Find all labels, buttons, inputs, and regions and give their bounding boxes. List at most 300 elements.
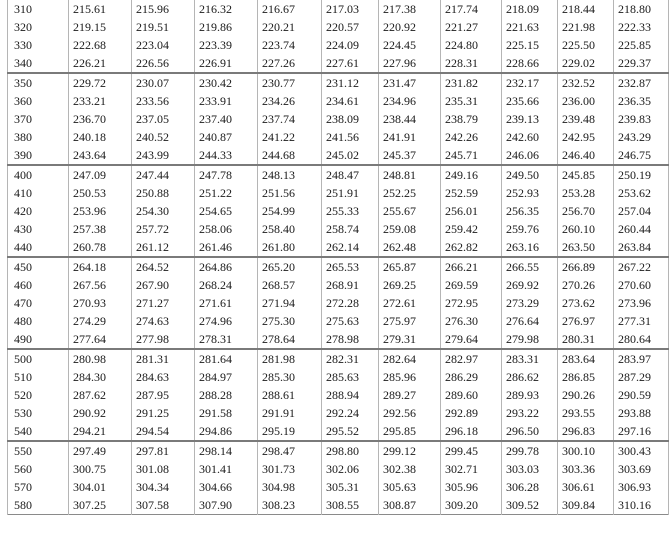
- value-cell: 280.31: [558, 330, 614, 349]
- value-cell: 222.33: [614, 18, 669, 36]
- value-cell: 221.98: [558, 18, 614, 36]
- value-cell: 300.75: [69, 460, 132, 478]
- value-cell: 267.22: [614, 257, 669, 276]
- value-cell: 228.31: [441, 54, 502, 73]
- value-cell: 234.96: [379, 92, 441, 110]
- table-row: [8, 478, 669, 496]
- value-cell: 240.87: [195, 128, 258, 146]
- value-cell: 256.70: [558, 202, 614, 220]
- value-cell: 239.48: [558, 110, 614, 128]
- value-cell: 267.56: [69, 276, 132, 294]
- value-cell: 274.63: [132, 312, 195, 330]
- value-cell: 225.50: [558, 36, 614, 54]
- value-cell: 231.82: [441, 73, 502, 92]
- value-cell: 236.35: [614, 92, 669, 110]
- value-cell: 303.69: [614, 460, 669, 478]
- value-cell: 299.12: [379, 441, 441, 460]
- value-cell: 289.27: [379, 386, 441, 404]
- value-cell: 286.62: [502, 368, 558, 386]
- table-row: [8, 257, 669, 276]
- value-cell: 290.92: [69, 404, 132, 422]
- value-cell: 257.38: [69, 220, 132, 238]
- row-key-cell: 480: [8, 312, 69, 330]
- value-cell: 266.55: [502, 257, 558, 276]
- value-cell: 301.41: [195, 460, 258, 478]
- value-cell: 295.19: [258, 422, 322, 441]
- value-cell: 287.95: [132, 386, 195, 404]
- value-cell: 254.99: [258, 202, 322, 220]
- value-cell: 291.25: [132, 404, 195, 422]
- value-cell: 227.61: [322, 54, 379, 73]
- value-cell: 274.96: [195, 312, 258, 330]
- value-cell: 223.74: [258, 36, 322, 54]
- value-cell: 250.88: [132, 184, 195, 202]
- value-cell: 277.64: [69, 330, 132, 349]
- row-key-cell: 560: [8, 460, 69, 478]
- value-cell: 219.86: [195, 18, 258, 36]
- value-cell: 281.64: [195, 349, 258, 368]
- value-cell: 230.77: [258, 73, 322, 92]
- value-cell: 273.96: [614, 294, 669, 312]
- table-row: [8, 202, 669, 220]
- value-cell: 261.12: [132, 238, 195, 257]
- value-cell: 304.98: [258, 478, 322, 496]
- value-cell: 307.58: [132, 496, 195, 515]
- value-cell: 263.50: [558, 238, 614, 257]
- value-cell: 307.90: [195, 496, 258, 515]
- value-cell: 278.64: [258, 330, 322, 349]
- value-cell: 255.67: [379, 202, 441, 220]
- row-key-cell: 500: [8, 349, 69, 368]
- value-cell: 287.62: [69, 386, 132, 404]
- value-cell: 289.93: [502, 386, 558, 404]
- value-cell: 248.81: [379, 165, 441, 184]
- value-cell: 248.13: [258, 165, 322, 184]
- row-key-cell: 350: [8, 73, 69, 92]
- value-cell: 242.60: [502, 128, 558, 146]
- value-cell: 239.83: [614, 110, 669, 128]
- value-cell: 240.52: [132, 128, 195, 146]
- value-cell: 244.33: [195, 146, 258, 165]
- value-cell: 269.59: [441, 276, 502, 294]
- value-cell: 253.28: [558, 184, 614, 202]
- value-cell: 270.60: [614, 276, 669, 294]
- value-cell: 285.96: [379, 368, 441, 386]
- value-cell: 239.13: [502, 110, 558, 128]
- value-cell: 226.56: [132, 54, 195, 73]
- value-cell: 233.21: [69, 92, 132, 110]
- value-cell: 298.14: [195, 441, 258, 460]
- value-cell: 215.96: [132, 0, 195, 18]
- value-cell: 282.31: [322, 349, 379, 368]
- table-row: [8, 238, 669, 257]
- value-cell: 220.92: [379, 18, 441, 36]
- table-row: [8, 110, 669, 128]
- row-key-cell: 460: [8, 276, 69, 294]
- value-cell: 287.29: [614, 368, 669, 386]
- row-key-cell: 400: [8, 165, 69, 184]
- value-cell: 246.06: [502, 146, 558, 165]
- value-cell: 245.37: [379, 146, 441, 165]
- value-cell: 295.52: [322, 422, 379, 441]
- value-cell: 302.06: [322, 460, 379, 478]
- value-cell: 224.09: [322, 36, 379, 54]
- value-cell: 259.76: [502, 220, 558, 238]
- table-body: [8, 0, 669, 515]
- row-key-cell: 370: [8, 110, 69, 128]
- value-cell: 265.87: [379, 257, 441, 276]
- value-cell: 278.98: [322, 330, 379, 349]
- value-cell: 285.30: [258, 368, 322, 386]
- value-cell: 303.36: [558, 460, 614, 478]
- table-row: [8, 404, 669, 422]
- value-cell: 306.28: [502, 478, 558, 496]
- table-row: [8, 36, 669, 54]
- value-cell: 246.75: [614, 146, 669, 165]
- row-key-cell: 420: [8, 202, 69, 220]
- row-key-cell: 530: [8, 404, 69, 422]
- row-key-cell: 450: [8, 257, 69, 276]
- value-cell: 280.98: [69, 349, 132, 368]
- value-cell: 253.62: [614, 184, 669, 202]
- value-cell: 261.46: [195, 238, 258, 257]
- value-cell: 229.72: [69, 73, 132, 92]
- value-cell: 255.33: [322, 202, 379, 220]
- value-cell: 291.58: [195, 404, 258, 422]
- value-cell: 221.63: [502, 18, 558, 36]
- value-cell: 254.65: [195, 202, 258, 220]
- value-cell: 232.17: [502, 73, 558, 92]
- value-cell: 309.20: [441, 496, 502, 515]
- value-cell: 289.60: [441, 386, 502, 404]
- value-cell: 225.85: [614, 36, 669, 54]
- value-cell: 272.95: [441, 294, 502, 312]
- value-cell: 241.56: [322, 128, 379, 146]
- value-cell: 243.64: [69, 146, 132, 165]
- value-cell: 237.05: [132, 110, 195, 128]
- value-cell: 265.20: [258, 257, 322, 276]
- value-cell: 294.86: [195, 422, 258, 441]
- value-cell: 267.90: [132, 276, 195, 294]
- value-cell: 284.30: [69, 368, 132, 386]
- value-cell: 257.04: [614, 202, 669, 220]
- value-cell: 258.74: [322, 220, 379, 238]
- value-cell: 306.93: [614, 478, 669, 496]
- value-cell: 288.94: [322, 386, 379, 404]
- value-cell: 277.98: [132, 330, 195, 349]
- value-cell: 216.67: [258, 0, 322, 18]
- value-cell: 254.30: [132, 202, 195, 220]
- value-cell: 297.81: [132, 441, 195, 460]
- value-cell: 236.70: [69, 110, 132, 128]
- value-cell: 247.78: [195, 165, 258, 184]
- value-cell: 216.32: [195, 0, 258, 18]
- value-cell: 217.03: [322, 0, 379, 18]
- value-cell: 222.68: [69, 36, 132, 54]
- value-cell: 292.89: [441, 404, 502, 422]
- table-row: [8, 386, 669, 404]
- value-cell: 217.38: [379, 0, 441, 18]
- value-cell: 295.85: [379, 422, 441, 441]
- value-cell: 281.98: [258, 349, 322, 368]
- table-row: [8, 146, 669, 165]
- value-cell: 268.24: [195, 276, 258, 294]
- table-row: [8, 54, 669, 73]
- value-cell: 259.42: [441, 220, 502, 238]
- table-row: [8, 422, 669, 441]
- value-cell: 227.96: [379, 54, 441, 73]
- value-cell: 299.45: [441, 441, 502, 460]
- row-key-cell: 470: [8, 294, 69, 312]
- value-cell: 305.63: [379, 478, 441, 496]
- value-cell: 248.47: [322, 165, 379, 184]
- value-cell: 237.40: [195, 110, 258, 128]
- value-cell: 224.80: [441, 36, 502, 54]
- table-row: [8, 165, 669, 184]
- value-cell: 250.53: [69, 184, 132, 202]
- value-cell: 258.06: [195, 220, 258, 238]
- value-cell: 273.29: [502, 294, 558, 312]
- value-cell: 219.51: [132, 18, 195, 36]
- value-cell: 218.80: [614, 0, 669, 18]
- value-cell: 283.64: [558, 349, 614, 368]
- value-cell: 251.91: [322, 184, 379, 202]
- value-cell: 306.61: [558, 478, 614, 496]
- value-cell: 268.57: [258, 276, 322, 294]
- row-key-cell: 390: [8, 146, 69, 165]
- value-cell: 269.92: [502, 276, 558, 294]
- value-cell: 296.50: [502, 422, 558, 441]
- value-cell: 238.79: [441, 110, 502, 128]
- value-cell: 304.66: [195, 478, 258, 496]
- value-cell: 226.91: [195, 54, 258, 73]
- value-cell: 259.08: [379, 220, 441, 238]
- value-cell: 280.64: [614, 330, 669, 349]
- value-cell: 218.09: [502, 0, 558, 18]
- value-cell: 279.64: [441, 330, 502, 349]
- value-cell: 240.18: [69, 128, 132, 146]
- value-cell: 247.44: [132, 165, 195, 184]
- value-cell: 238.44: [379, 110, 441, 128]
- value-cell: 215.61: [69, 0, 132, 18]
- value-cell: 261.80: [258, 238, 322, 257]
- value-cell: 286.85: [558, 368, 614, 386]
- value-cell: 279.31: [379, 330, 441, 349]
- table-row: [8, 312, 669, 330]
- value-cell: 264.18: [69, 257, 132, 276]
- value-cell: 282.97: [441, 349, 502, 368]
- value-cell: 256.01: [441, 202, 502, 220]
- value-cell: 252.25: [379, 184, 441, 202]
- value-cell: 290.26: [558, 386, 614, 404]
- row-key-cell: 520: [8, 386, 69, 404]
- value-cell: 263.84: [614, 238, 669, 257]
- value-cell: 264.52: [132, 257, 195, 276]
- value-cell: 225.15: [502, 36, 558, 54]
- value-cell: 270.26: [558, 276, 614, 294]
- value-cell: 284.97: [195, 368, 258, 386]
- data-table: [7, 0, 669, 515]
- value-cell: 288.28: [195, 386, 258, 404]
- table-row: [8, 368, 669, 386]
- value-cell: 234.61: [322, 92, 379, 110]
- value-cell: 241.22: [258, 128, 322, 146]
- value-cell: 283.97: [614, 349, 669, 368]
- row-key-cell: 310: [8, 0, 69, 18]
- value-cell: 256.35: [502, 202, 558, 220]
- value-cell: 262.14: [322, 238, 379, 257]
- table-row: [8, 18, 669, 36]
- row-key-cell: 320: [8, 18, 69, 36]
- value-cell: 224.45: [379, 36, 441, 54]
- value-cell: 308.23: [258, 496, 322, 515]
- row-key-cell: 430: [8, 220, 69, 238]
- value-cell: 268.91: [322, 276, 379, 294]
- value-cell: 285.63: [322, 368, 379, 386]
- table-row: [8, 128, 669, 146]
- value-cell: 283.31: [502, 349, 558, 368]
- table-row: [8, 460, 669, 478]
- row-key-cell: 380: [8, 128, 69, 146]
- value-cell: 307.25: [69, 496, 132, 515]
- row-key-cell: 340: [8, 54, 69, 73]
- value-cell: 309.84: [558, 496, 614, 515]
- value-cell: 278.31: [195, 330, 258, 349]
- row-key-cell: 550: [8, 441, 69, 460]
- value-cell: 272.28: [322, 294, 379, 312]
- table-row: [8, 92, 669, 110]
- value-cell: 245.02: [322, 146, 379, 165]
- table-row: [8, 294, 669, 312]
- value-cell: 270.93: [69, 294, 132, 312]
- value-cell: 291.91: [258, 404, 322, 422]
- value-cell: 274.29: [69, 312, 132, 330]
- value-cell: 277.31: [614, 312, 669, 330]
- value-cell: 271.61: [195, 294, 258, 312]
- value-cell: 298.80: [322, 441, 379, 460]
- value-cell: 301.08: [132, 460, 195, 478]
- value-cell: 235.31: [441, 92, 502, 110]
- value-cell: 260.10: [558, 220, 614, 238]
- value-cell: 269.25: [379, 276, 441, 294]
- value-cell: 238.09: [322, 110, 379, 128]
- value-cell: 251.22: [195, 184, 258, 202]
- value-cell: 276.30: [441, 312, 502, 330]
- value-cell: 219.15: [69, 18, 132, 36]
- value-cell: 231.12: [322, 73, 379, 92]
- value-cell: 245.71: [441, 146, 502, 165]
- value-cell: 264.86: [195, 257, 258, 276]
- value-cell: 252.93: [502, 184, 558, 202]
- value-cell: 296.18: [441, 422, 502, 441]
- value-cell: 299.78: [502, 441, 558, 460]
- value-cell: 242.26: [441, 128, 502, 146]
- value-cell: 300.43: [614, 441, 669, 460]
- value-cell: 236.00: [558, 92, 614, 110]
- value-cell: 230.42: [195, 73, 258, 92]
- value-cell: 272.61: [379, 294, 441, 312]
- value-cell: 266.89: [558, 257, 614, 276]
- value-cell: 220.21: [258, 18, 322, 36]
- value-cell: 266.21: [441, 257, 502, 276]
- value-cell: 249.16: [441, 165, 502, 184]
- value-cell: 279.98: [502, 330, 558, 349]
- value-cell: 294.21: [69, 422, 132, 441]
- value-cell: 230.07: [132, 73, 195, 92]
- value-cell: 243.29: [614, 128, 669, 146]
- row-key-cell: 410: [8, 184, 69, 202]
- value-cell: 241.91: [379, 128, 441, 146]
- value-cell: 276.97: [558, 312, 614, 330]
- value-cell: 229.02: [558, 54, 614, 73]
- value-cell: 223.04: [132, 36, 195, 54]
- value-cell: 302.71: [441, 460, 502, 478]
- value-cell: 231.47: [379, 73, 441, 92]
- value-cell: 271.94: [258, 294, 322, 312]
- value-cell: 294.54: [132, 422, 195, 441]
- value-cell: 304.01: [69, 478, 132, 496]
- row-key-cell: 490: [8, 330, 69, 349]
- value-cell: 263.16: [502, 238, 558, 257]
- value-cell: 308.55: [322, 496, 379, 515]
- value-cell: 233.91: [195, 92, 258, 110]
- value-cell: 297.49: [69, 441, 132, 460]
- table-row: [8, 496, 669, 515]
- row-key-cell: 510: [8, 368, 69, 386]
- table-row: [8, 73, 669, 92]
- value-cell: 298.47: [258, 441, 322, 460]
- value-cell: 243.99: [132, 146, 195, 165]
- row-key-cell: 580: [8, 496, 69, 515]
- value-cell: 228.66: [502, 54, 558, 73]
- value-cell: 262.82: [441, 238, 502, 257]
- value-cell: 297.16: [614, 422, 669, 441]
- value-cell: 229.37: [614, 54, 669, 73]
- value-cell: 305.31: [322, 478, 379, 496]
- value-cell: 250.19: [614, 165, 669, 184]
- row-key-cell: 360: [8, 92, 69, 110]
- table-row: [8, 441, 669, 460]
- value-cell: 237.74: [258, 110, 322, 128]
- value-cell: 276.64: [502, 312, 558, 330]
- table-row: [8, 330, 669, 349]
- value-cell: 288.61: [258, 386, 322, 404]
- value-cell: 275.97: [379, 312, 441, 330]
- value-cell: 301.73: [258, 460, 322, 478]
- value-cell: 290.59: [614, 386, 669, 404]
- value-cell: 235.66: [502, 92, 558, 110]
- value-cell: 275.30: [258, 312, 322, 330]
- value-cell: 246.40: [558, 146, 614, 165]
- table-row: [8, 184, 669, 202]
- value-cell: 293.55: [558, 404, 614, 422]
- row-key-cell: 540: [8, 422, 69, 441]
- value-cell: 300.10: [558, 441, 614, 460]
- value-cell: 302.38: [379, 460, 441, 478]
- value-cell: 233.56: [132, 92, 195, 110]
- table-row: [8, 0, 669, 18]
- value-cell: 303.03: [502, 460, 558, 478]
- row-key-cell: 330: [8, 36, 69, 54]
- value-cell: 310.16: [614, 496, 669, 515]
- value-cell: 247.09: [69, 165, 132, 184]
- value-cell: 232.52: [558, 73, 614, 92]
- value-cell: 257.72: [132, 220, 195, 238]
- row-key-cell: 440: [8, 238, 69, 257]
- value-cell: 232.87: [614, 73, 669, 92]
- value-cell: 234.26: [258, 92, 322, 110]
- value-cell: 244.68: [258, 146, 322, 165]
